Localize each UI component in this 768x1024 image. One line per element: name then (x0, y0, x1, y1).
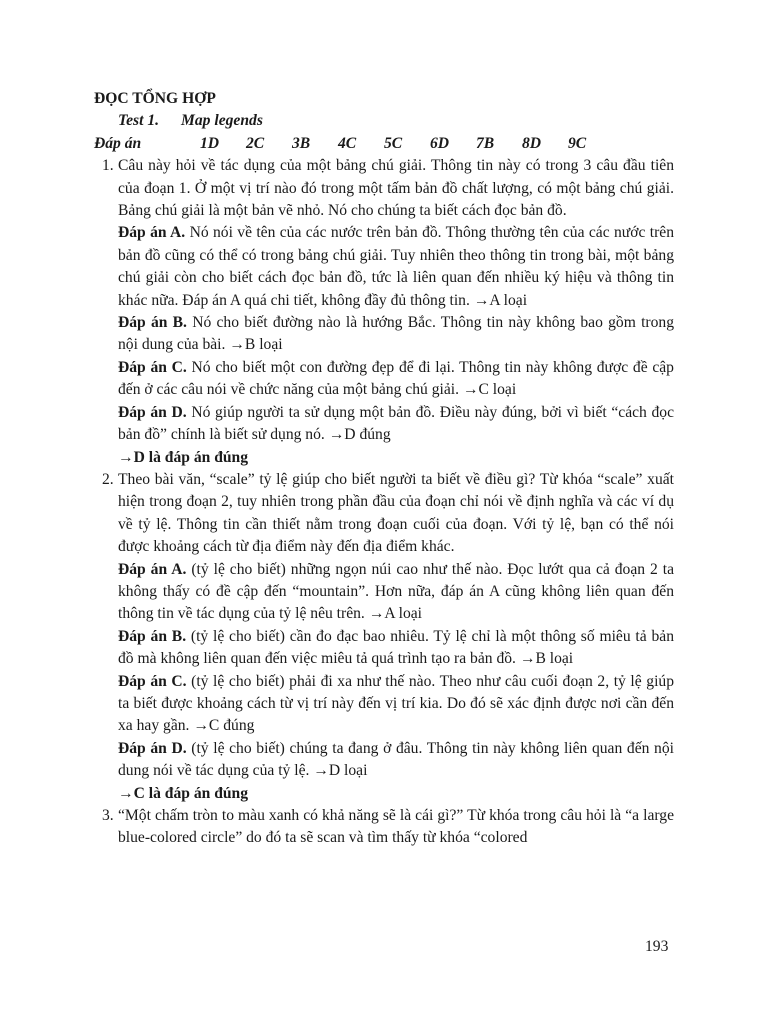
answer-2: 2C (246, 134, 265, 152)
option-d (118, 402, 674, 447)
option-b (118, 312, 674, 357)
answer-1: 1D (200, 134, 220, 152)
option-a (118, 222, 674, 312)
answer-key-label: Đáp án (94, 134, 142, 152)
answer-3: 3B (292, 134, 311, 152)
option-label: Đáp án A. (118, 560, 187, 578)
option-text: (tỷ lệ cho biết) cần đo đạc bao nhiêu. Tỷ lệ chỉ là một thông số miêu tả bản đồ mà không liên quan đến việc miêu tả quá trình tạo ra bản đồ. →B loại (118, 627, 674, 668)
test-name: Map legends (181, 112, 263, 130)
answer-key (94, 133, 674, 155)
question-text: Theo bài văn, “scale” tỷ lệ giúp cho biết người ta biết về điều gì? Từ khóa “scale” xuất hiện trong đoạn 2, tuy nhiên trong phần đầu của đoạn chỉ nói về định nghĩa và các ví dụ về tỷ lệ. Thông tin cần thiết nằm trong đoạn cuối của đoạn. Với tỷ lệ, bạn có thể nói được khoảng cách từ địa điểm này đến địa điểm khác. (118, 470, 674, 556)
answer-8: 8D (522, 134, 542, 152)
question-item-1 (94, 155, 674, 469)
option-label: Đáp án B. (118, 627, 187, 645)
option-text: Nó nói về tên của các nước trên bản đồ. Thông thường tên của các nước trên bản đồ cũng có thể có trong bảng chú giải. Tuy nhiên theo thông tin trong bài, một bảng chú giải còn cho biết cách đọc bản đồ, tức là liên quan đến nhiều ký hiệu và thông tin khác nữa. Đáp án A quá chi tiết, không đầy đủ thông tin. →A loại (118, 224, 675, 309)
document-page (94, 88, 674, 850)
question-number: 3. (102, 807, 114, 824)
option-c (118, 357, 674, 402)
option-label: Đáp án B. (118, 314, 187, 332)
option-c (118, 671, 674, 738)
option-text: (tỷ lệ cho biết) những ngọn núi cao như thế nào. Đọc lướt qua cả đoạn 2 ta không thấy có đề cập đến “mountain”. Hơn nữa, đáp án A cũng không liên quan đến thông tin về tác dụng của tỷ lệ nêu trên. →A loại (118, 560, 675, 623)
option-label: Đáp án A. (118, 224, 186, 242)
page-number: 193 (645, 938, 669, 955)
option-label: Đáp án C. (118, 358, 187, 376)
option-text: (tỷ lệ cho biết) chúng ta đang ở đâu. Thông tin này không liên quan đến nội dung nói về tác dụng của tỷ lệ. →D loại (118, 739, 674, 780)
option-label: Đáp án C. (118, 672, 187, 690)
question-text: Câu này hỏi về tác dụng của một bảng chú giải. Thông tin này có trong 3 câu đầu tiên của đoạn 1. Ở một vị trí nào đó trong một tấm bản đồ chất lượng, có một bảng chú giải. Bảng chú giải là một bản vẽ nhỏ. Nó cho chúng ta biết cách đọc bản đồ. (118, 157, 674, 220)
answer-4: 4C (338, 134, 357, 152)
answer-9: 9C (568, 134, 587, 152)
option-label: Đáp án D. (118, 403, 187, 421)
question-item-3 (94, 805, 674, 850)
test-heading (94, 110, 674, 132)
answer-6: 6D (430, 134, 450, 152)
option-text: Nó cho biết một con đường đẹp để đi lại. Thông tin này không được đề cập đến ở các câu nói về chức năng của một bảng chú giải. →C loại (118, 358, 674, 399)
conclusion: →D là đáp án đúng (118, 448, 249, 466)
section-title: ĐỌC TỔNG HỢP (94, 90, 216, 107)
question-list (94, 155, 674, 850)
question-text: “Một chấm tròn to màu xanh có khả năng sẽ là cái gì?” Từ khóa trong câu hỏi là “a large blue-colored circle” do đó ta sẽ scan và tìm thấy từ khóa “colored (118, 807, 674, 847)
option-text: Nó giúp người ta sử dụng một bản đồ. Điều này đúng, bởi vì biết “cách đọc bản đồ” chính là biết sử dụng nó. →D đúng (118, 403, 674, 444)
question-number: 2. (102, 470, 114, 488)
answer-5: 5C (384, 134, 403, 152)
question-number: 1. (102, 157, 114, 175)
option-d (118, 738, 674, 783)
conclusion: →C là đáp án đúng (118, 784, 249, 802)
answer-7: 7B (476, 134, 495, 152)
test-label: Test 1. (118, 112, 160, 130)
option-a (118, 559, 674, 626)
option-b (118, 626, 674, 671)
question-item-2 (94, 469, 674, 805)
option-text: (tỷ lệ cho biết) phải đi xa như thế nào. Theo như câu cuối đoạn 2, tỷ lệ giúp ta biết được khoảng cách từ vị trí này đến vị trí kia. Do đó sẽ xác định được nơi cần đến xa hay gần. →C đúng (118, 672, 674, 735)
option-text: Nó cho biết đường nào là hướng Bắc. Thông tin này không bao gồm trong nội dung của bài. →B loại (118, 314, 675, 354)
option-label: Đáp án D. (118, 739, 187, 757)
